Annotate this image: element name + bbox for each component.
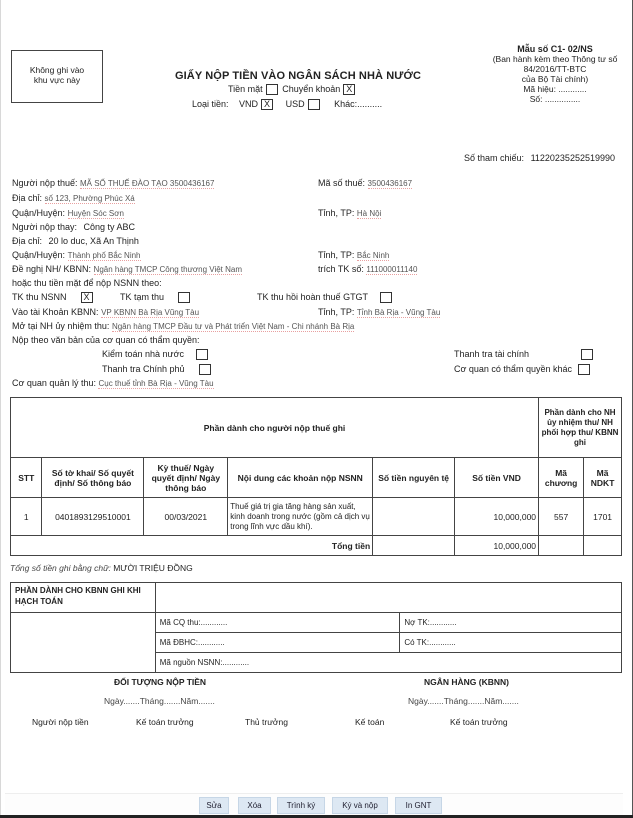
- gov-inspect-row: Thanh tra Chính phủ: [102, 364, 211, 375]
- col-doc-no: Số tờ khai/ Số quyết định/ Số thông báo: [42, 458, 144, 498]
- payer-behalf-row: Người nộp thay: Công ty ABC: [12, 222, 136, 232]
- authority-label: Nộp theo văn bản của cơ quan có thẩm quyền:: [12, 335, 200, 345]
- col-period: Kỳ thuế/ Ngày quyết định/ Ngày thông báo: [144, 458, 228, 498]
- role-accountant: Kế toán: [355, 717, 385, 727]
- payer-behalf-province-field[interactable]: Bắc Ninh: [356, 251, 390, 260]
- gov-inspect-checkbox[interactable]: [199, 364, 211, 375]
- cash-checkbox[interactable]: [266, 84, 278, 95]
- tk-hoan-thue-row: TK thu hồi hoàn thuế GTGT: [257, 292, 392, 303]
- taxpayer-name-row: Người nộp thuế: MÃ SỐ THUẾ ĐÀO TẠO 3500436167: [12, 178, 215, 188]
- currency-row: Loại tiền: VND X USD Khác:..........: [192, 99, 383, 110]
- print-button[interactable]: In GNT: [395, 797, 442, 814]
- role-payer: Người nộp tiền: [32, 717, 89, 727]
- taxpayer-name-field[interactable]: MÃ SỐ THUẾ ĐÀO TẠO 3500436167: [79, 179, 215, 188]
- submit-for-signing-button[interactable]: Trình ký: [277, 797, 325, 814]
- bank-signature-title: NGÂN HÀNG (KBNN): [424, 677, 509, 687]
- bank-request-field[interactable]: Ngân hàng TMCP Công thương Việt Nam: [93, 265, 243, 274]
- tk-hoan-thue-checkbox[interactable]: [380, 292, 392, 303]
- taxpayer-province-row: Tỉnh, TP: Hà Nội: [318, 208, 382, 218]
- column-header-row: [11, 458, 622, 498]
- kbnn-account-field[interactable]: VP KBNN Bà Rịa Vũng Tàu: [101, 308, 200, 317]
- edit-button[interactable]: Sửa: [199, 797, 229, 814]
- delete-button[interactable]: Xóa: [238, 797, 271, 814]
- taxpayer-address-field[interactable]: số 123, Phường Phúc Xá: [44, 194, 135, 203]
- col-chapter: Mã chương: [539, 458, 584, 498]
- taxpayer-district-field[interactable]: Huyện Sóc Sơn: [67, 209, 124, 218]
- kbnn-accounting-table: [10, 582, 622, 673]
- other-authority-checkbox[interactable]: [578, 364, 590, 375]
- payment-items-table: [10, 397, 622, 556]
- page-title: GIẤY NỘP TIỀN VÀO NGÂN SÁCH NHÀ NƯỚC: [175, 70, 422, 82]
- form-info: Mẫu số C1- 02/NS (Ban hành kèm theo Thông tư số 84/2016/TT-BTC của Bộ Tài chính) Mã hiệu: ............ Số: ...............: [492, 44, 618, 104]
- kbnn-account-row: Vào tài Khoản KBNN: VP KBNN Bà Rịa Vũng Tàu: [12, 307, 200, 317]
- payer-behalf-address-row: Địa chỉ: 20 lo duc, Xã An Thịnh: [12, 236, 139, 246]
- bank-account-row: trích TK số: 111000011140: [318, 264, 418, 274]
- tk-thu-nsnn-checkbox[interactable]: X: [81, 292, 93, 303]
- payment-method-row: Tiền mặt Chuyển khoản X: [228, 84, 355, 95]
- payer-behalf-district-field[interactable]: Thành phố Bắc Ninh: [67, 251, 141, 260]
- amount-in-words: Tổng số tiền ghi bằng chữ: MƯỜI TRIỆU ĐỒNG: [10, 563, 193, 573]
- ma-cq-thu: Mã CQ thu:............: [155, 613, 400, 633]
- payer-behalf-district-row: Quận/Huyện: Thành phố Bắc Ninh: [12, 250, 141, 260]
- cash-note: hoặc thu tiền mặt để nộp NSNN theo:: [12, 278, 162, 288]
- usd-checkbox[interactable]: [308, 99, 320, 110]
- payer-behalf-province-row: Tỉnh, TP: Bắc Ninh: [318, 250, 390, 260]
- bank-request-row: Đề nghị NH/ KBNN: Ngân hàng TMCP Công thương Việt Nam: [12, 264, 243, 274]
- kbnn-province-field[interactable]: Tỉnh Bà Rịa - Vũng Tàu: [356, 308, 441, 317]
- role-bank-chief-accountant: Kế toán trưởng: [450, 717, 508, 727]
- total-row: Tổng tiền 10,000,000: [11, 536, 622, 556]
- managing-agency-field[interactable]: Cục thuế tỉnh Bà Rịa - Vũng Tàu: [98, 379, 214, 388]
- no-write-area-box: Không ghi vào khu vực này: [11, 50, 103, 103]
- table-row: 1 0401893129510001 00/03/2021 Thuế giá trị gia tăng hàng sản xuất, kinh doanh trong nước (gồm cả dịch vụ trong lĩnh vực dầu khí). 10,000,000 557 1701: [11, 498, 622, 536]
- kbnn-province-row: Tỉnh, TP: Tỉnh Bà Rịa - Vũng Tàu: [318, 307, 441, 317]
- collect-bank-field[interactable]: Ngân hàng TMCP Đầu tư và Phát triển Việt Nam - Chi nhánh Bà Rịa: [111, 322, 355, 331]
- collect-bank-row: Mở tại NH ủy nhiệm thu: Ngân hàng TMCP Đầu tư và Phát triển Việt Nam - Chi nhánh Bà Rịa: [12, 321, 355, 331]
- col-stt: STT: [11, 458, 42, 498]
- section-bank-header: Phần dành cho NH ủy nhiệm thu/ NH phối hợp thu/ KBNN ghi: [539, 398, 622, 458]
- state-audit-row: Kiểm toán nhà nước: [102, 349, 208, 360]
- ma-dbhc: Mã ĐBHC:............: [155, 633, 400, 653]
- payer-signature-title: ĐỐI TƯỢNG NỘP TIỀN: [114, 677, 207, 687]
- tax-code-row: Mã số thuế: 3500436167: [318, 178, 413, 188]
- tk-tam-thu-checkbox[interactable]: [178, 292, 190, 303]
- tk-tam-thu-row: TK tạm thu: [120, 292, 190, 303]
- taxpayer-address-row: Địa chỉ: số 123, Phường Phúc Xá: [12, 193, 135, 203]
- role-chief-accountant: Kế toán trưởng: [136, 717, 194, 727]
- other-authority-row: Cơ quan có thẩm quyền khác: [454, 364, 590, 375]
- kbnn-section-title: PHẦN DÀNH CHO KBNN GHI KHI HẠCH TOÁN: [11, 583, 156, 613]
- vnd-checkbox[interactable]: X: [261, 99, 273, 110]
- state-audit-checkbox[interactable]: [196, 349, 208, 360]
- sign-and-submit-button[interactable]: Ký và nộp: [332, 797, 388, 814]
- payer-signature-date: Ngày.......Tháng.......Năm.......: [104, 696, 215, 706]
- col-vnd-amount: Số tiền VND: [455, 458, 539, 498]
- col-foreign-amount: Số tiền nguyên tệ: [373, 458, 455, 498]
- managing-agency-row: Cơ quan quản lý thu: Cục thuế tỉnh Bà Rịa - Vũng Tàu: [12, 378, 214, 388]
- reference-number: Số tham chiếu: 11220235252519990: [464, 153, 615, 163]
- payer-behalf-field[interactable]: Công ty ABC: [83, 222, 136, 232]
- taxpayer-district-row: Quận/Huyện: Huyện Sóc Sơn: [12, 208, 124, 218]
- ma-nguon-nsnn: Mã nguồn NSNN:............: [155, 653, 621, 673]
- finance-inspect-checkbox[interactable]: [581, 349, 593, 360]
- co-tk: Có TK:............: [400, 633, 622, 653]
- bank-signature-date: Ngày.......Tháng.......Năm.......: [408, 696, 519, 706]
- no-tk: Nợ TK:............: [400, 613, 622, 633]
- role-head: Thủ trưởng: [245, 717, 288, 727]
- finance-inspect-row: Thanh tra tài chính: [454, 349, 593, 360]
- payer-behalf-address-field[interactable]: 20 lo duc, Xã An Thịnh: [48, 236, 139, 246]
- taxpayer-province-field[interactable]: Hà Nội: [356, 209, 382, 218]
- tax-code-field[interactable]: 3500436167: [367, 179, 413, 188]
- section-taxpayer-header: Phần dành cho người nộp thuế ghi: [11, 398, 539, 458]
- tk-thu-nsnn-row: TK thu NSNN X: [12, 292, 93, 303]
- col-ndkt: Mã NDKT: [584, 458, 622, 498]
- bank-account-field[interactable]: 111000011140: [366, 265, 418, 274]
- col-content: Nội dung các khoản nộp NSNN: [228, 458, 373, 498]
- transfer-checkbox[interactable]: X: [343, 84, 355, 95]
